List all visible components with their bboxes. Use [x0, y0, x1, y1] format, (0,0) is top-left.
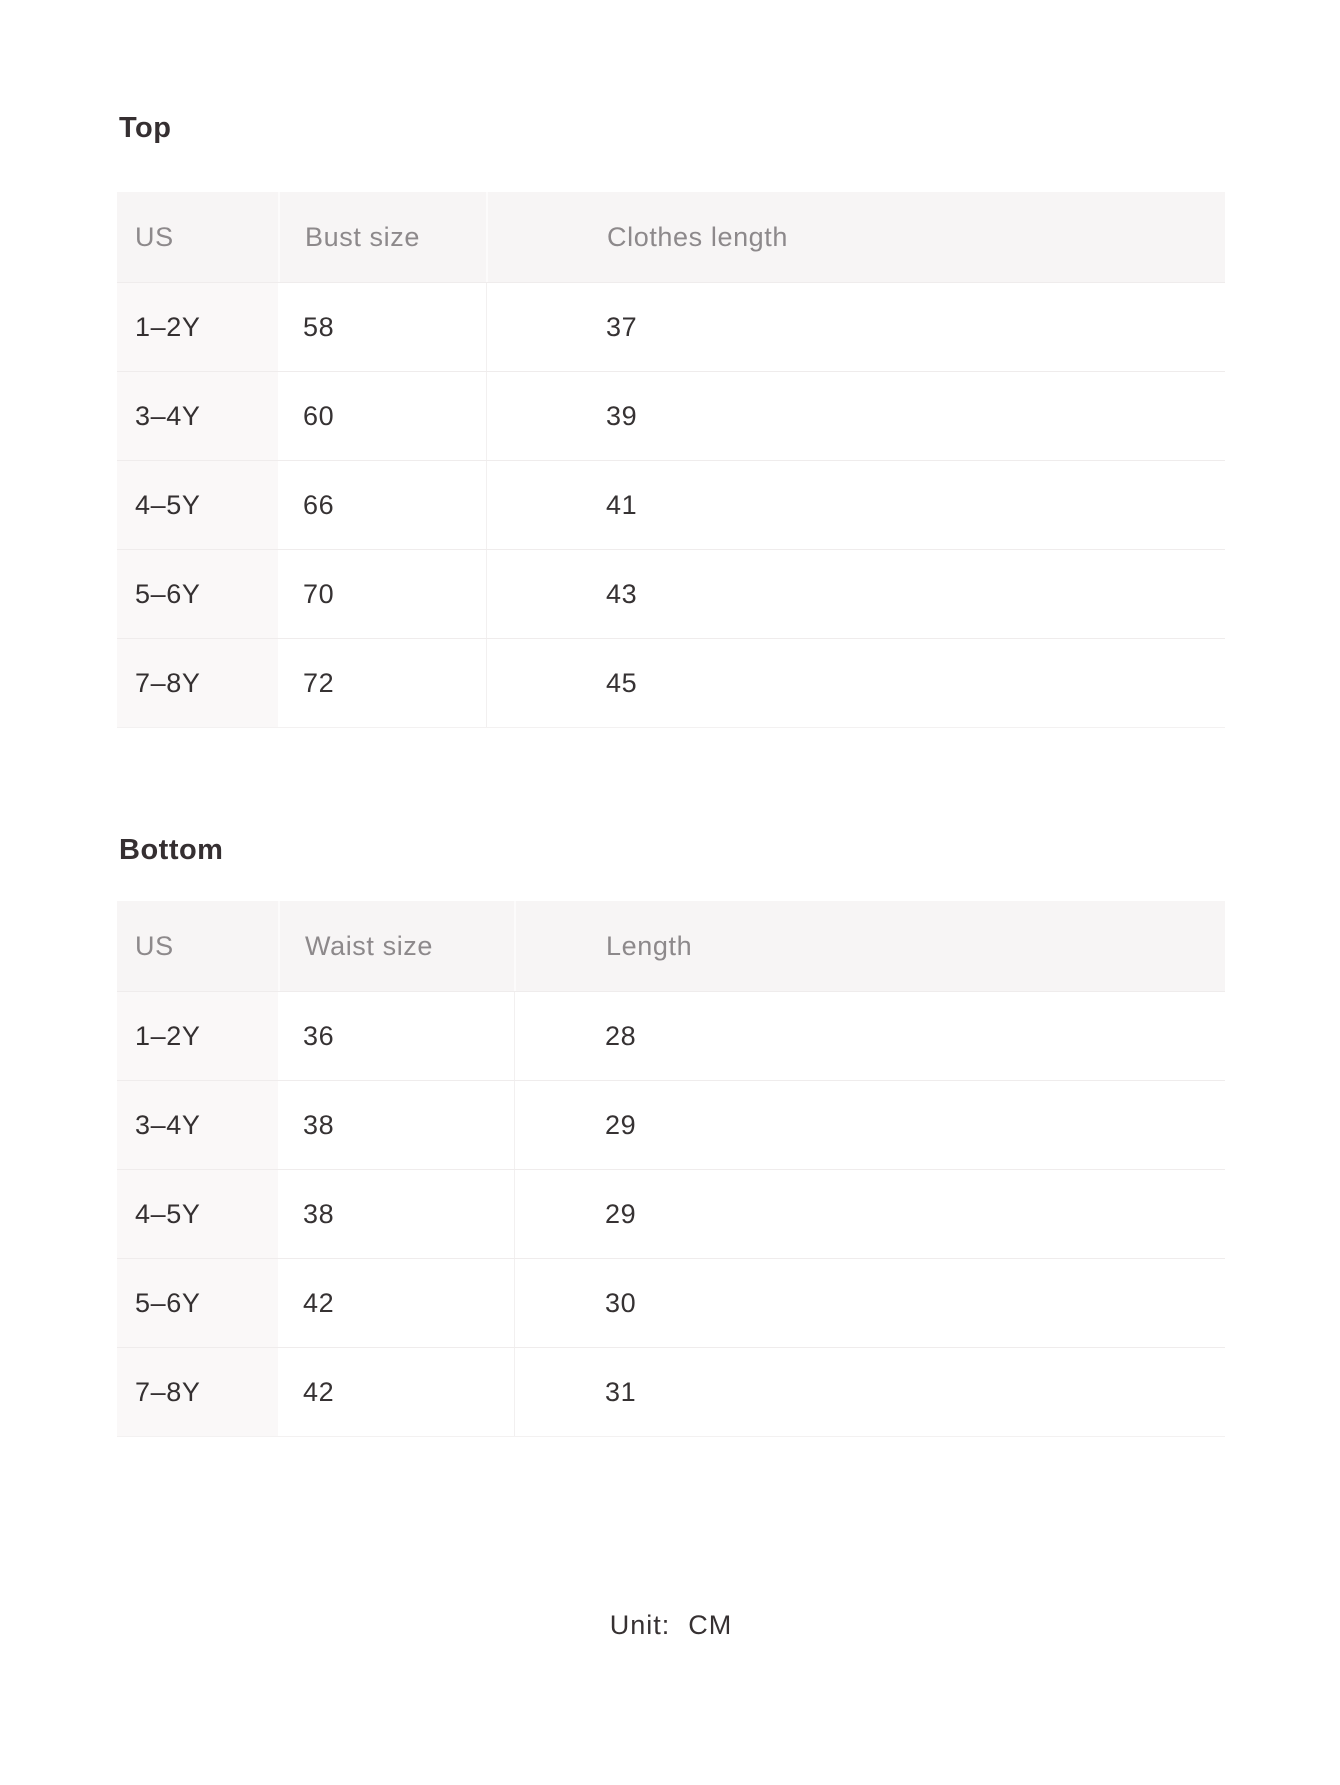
column-header: Waist size — [278, 901, 514, 991]
table-cell: 3–4Y — [117, 1081, 278, 1169]
table-cell: 7–8Y — [117, 639, 278, 727]
table-row — [117, 282, 1225, 371]
table-row — [117, 549, 1225, 638]
table-cell: 42 — [303, 1287, 335, 1318]
table-row — [117, 991, 1225, 1080]
table-cell: 41 — [486, 461, 1225, 549]
table-cell: 42 — [303, 1376, 335, 1407]
table-cell: 7–8Y — [117, 1348, 278, 1436]
column-header: Clothes length — [486, 192, 1225, 282]
bottom-size-table — [117, 901, 1225, 1437]
table-cell: 3–4Y — [117, 372, 278, 460]
unit-note — [117, 1603, 1225, 1647]
column-header: Length — [514, 901, 1225, 991]
table-header-row — [117, 192, 1225, 282]
table-cell: 28 — [514, 992, 1225, 1080]
bottom-section-title: Bottom — [119, 834, 224, 866]
table-cell: 29 — [514, 1170, 1225, 1258]
table-cell: 70 — [303, 578, 335, 609]
table-cell: 45 — [486, 639, 1225, 727]
table-cell: 38 — [303, 1109, 335, 1140]
table-cell: 58 — [303, 311, 335, 342]
table-cell: 5–6Y — [117, 550, 278, 638]
unit-label: Unit: — [609, 1610, 671, 1640]
table-cell: 4–5Y — [117, 461, 278, 549]
table-row — [117, 638, 1225, 728]
table-cell: 1–2Y — [117, 992, 278, 1080]
table-row — [117, 460, 1225, 549]
table-row — [117, 1169, 1225, 1258]
column-header: Bust size — [278, 192, 486, 282]
table-cell: 29 — [514, 1081, 1225, 1169]
table-cell: 37 — [486, 283, 1225, 371]
table-cell: 36 — [303, 1020, 335, 1051]
table-cell: 5–6Y — [117, 1259, 278, 1347]
table-cell: 4–5Y — [117, 1170, 278, 1258]
table-row — [117, 371, 1225, 460]
table-cell: 43 — [486, 550, 1225, 638]
top-size-table — [117, 192, 1225, 728]
top-size-section — [117, 106, 1225, 728]
table-cell: 1–2Y — [117, 283, 278, 371]
table-cell: 38 — [303, 1198, 335, 1229]
table-cell: 60 — [303, 400, 335, 431]
table-cell: 66 — [303, 489, 335, 520]
table-header-row — [117, 901, 1225, 991]
bottom-size-section — [117, 828, 1225, 1437]
table-cell: 30 — [514, 1259, 1225, 1347]
table-row — [117, 1258, 1225, 1347]
table-row — [117, 1347, 1225, 1437]
column-header: US — [135, 221, 174, 252]
table-cell: 31 — [514, 1348, 1225, 1436]
table-cell: 72 — [303, 667, 335, 698]
column-header: US — [135, 930, 174, 961]
top-section-title: Top — [119, 112, 172, 144]
unit-value: CM — [688, 1610, 733, 1640]
table-row — [117, 1080, 1225, 1169]
table-cell: 39 — [486, 372, 1225, 460]
